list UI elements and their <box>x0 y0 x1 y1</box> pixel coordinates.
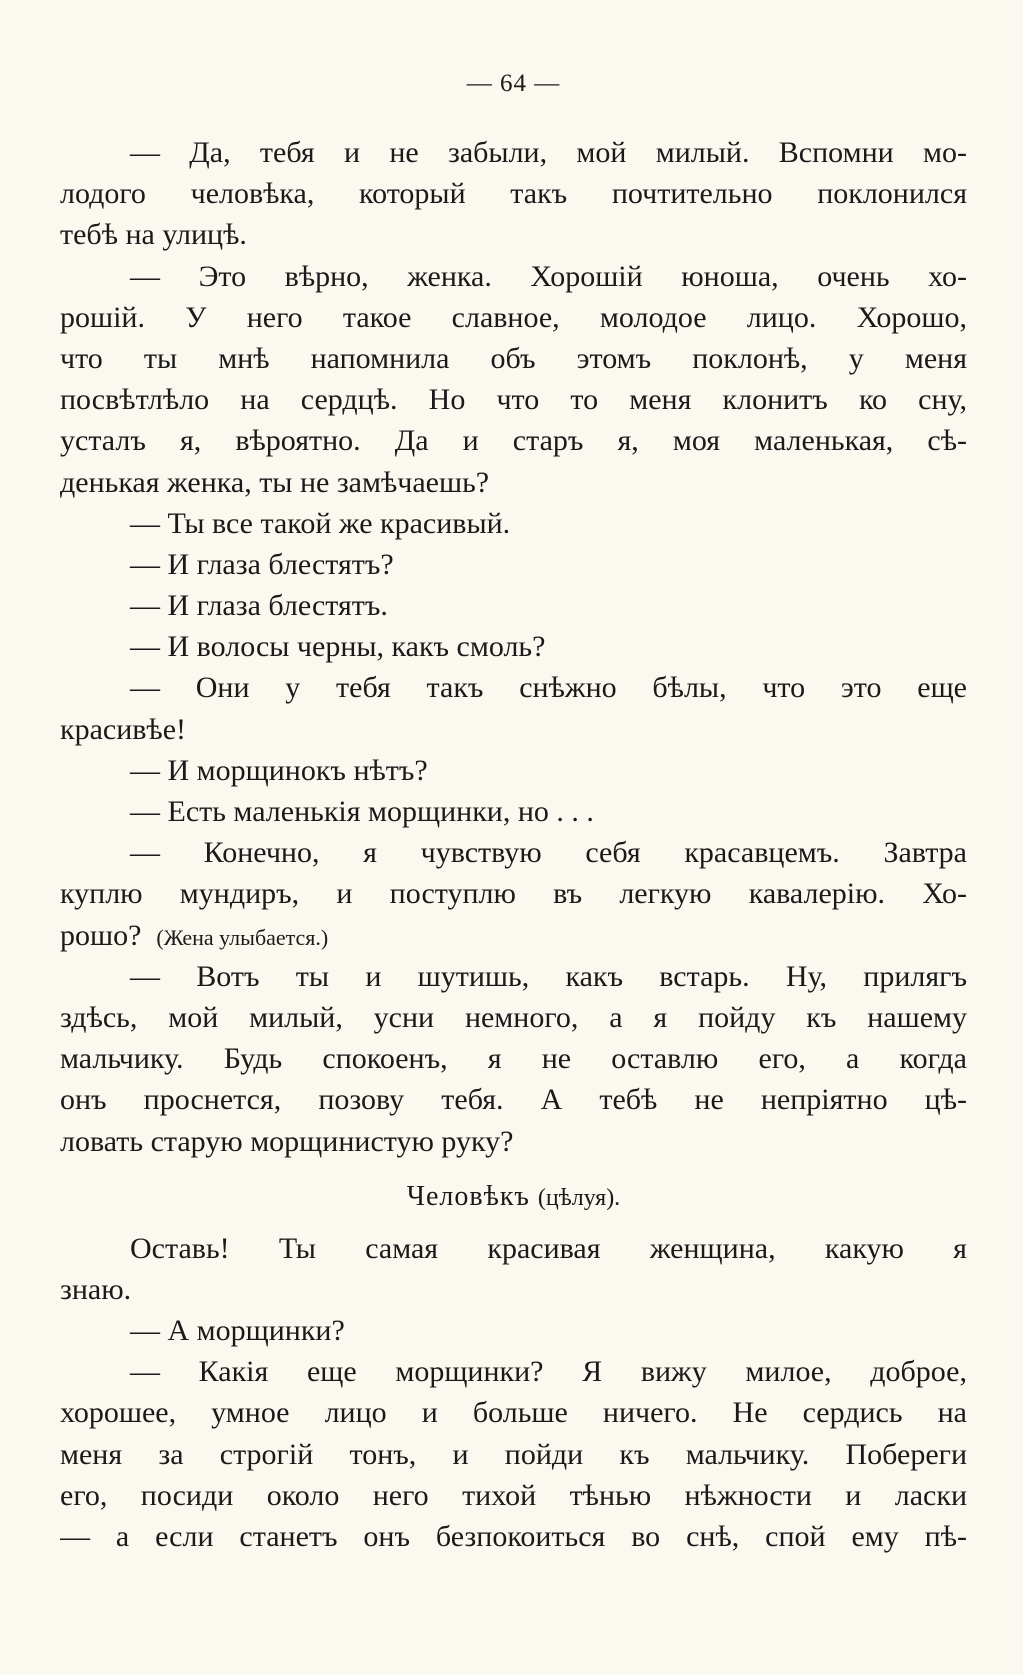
text-line: онъ проснется, позову тебя. А тебѣ не непріятно цѣ- <box>60 1083 967 1117</box>
text-line: хорошее, умное лицо и больше ничего. Не сердись на <box>60 1396 967 1430</box>
text-line: — Да, тебя и не забыли, мой милый. Вспомни мо- <box>130 136 967 169</box>
text-line: куплю мундиръ, и поступлю въ легкую кавалерію. Хо- <box>60 877 967 911</box>
text-line: — И волосы черны, какъ смоль? <box>130 630 546 664</box>
text-line: тебѣ на улицѣ. <box>60 218 247 252</box>
text-line: здѣсь, мой милый, усни немного, а я пойду къ нашему <box>60 1000 967 1034</box>
text-line <box>60 915 967 956</box>
text-line: ловать старую морщинистую руку? <box>60 1124 514 1158</box>
text-line: — И глаза блестятъ? <box>130 547 394 581</box>
text-line: — Есть маленькія морщинки, но . . . <box>130 795 594 828</box>
page-number: — 64 — <box>466 70 561 97</box>
text-line: красивѣе! <box>60 712 187 746</box>
text-line: — А морщинки? <box>130 1314 345 1348</box>
text-line: — Вотъ ты и шутишь, какъ встарь. Ну, прилягъ <box>130 959 967 993</box>
text-line: — а если станетъ онъ безпокоиться во снѣ, спой ему пѣ- <box>60 1520 967 1553</box>
text-line: — Ты все такой же красивый. <box>130 506 511 540</box>
text-line: усталъ я, вѣроятно. Да и старъ я, моя маленькая, сѣ- <box>60 424 967 458</box>
text-line: — Они у тебя такъ снѣжно бѣлы, что это еще <box>130 671 967 705</box>
text-line: меня за строгій тонъ, и пойди къ мальчику. Побереги <box>60 1437 967 1471</box>
text-line: мальчику. Будь спокоенъ, я не оставлю его, а когда <box>60 1042 967 1076</box>
text-line: — И глаза блестятъ. <box>130 589 388 623</box>
speaker-heading <box>60 1162 967 1228</box>
text-line: — Конечно, я чувствую себя красавцемъ. Завтра <box>130 836 967 870</box>
text-line: знаю. <box>60 1272 132 1306</box>
text-line: лодого человѣка, который такъ почтительно поклонился <box>60 177 967 211</box>
text-span: рошо? <box>60 918 142 952</box>
text-line: — Какія еще морщинки? Я вижу милое, доброе, <box>130 1355 967 1389</box>
speaker-name: Человѣкъ <box>406 1180 530 1212</box>
text-line: что ты мнѣ напомнила объ этомъ поклонѣ, у меня <box>60 341 967 375</box>
text-line: — Это вѣрно, женка. Хорошій юноша, очень хо- <box>130 259 967 293</box>
text-line: — И морщинокъ нѣтъ? <box>130 753 428 787</box>
stage-direction: (Жена улыбается.) <box>156 924 329 950</box>
text-line: посвѣтлѣло на сердцѣ. Но что то меня клонитъ ко сну, <box>60 383 967 417</box>
text-line: рошій. У него такое славное, молодое лицо. Хорошо, <box>60 300 967 334</box>
text-line: Оставь! Ты самая красивая женщина, какую я <box>130 1231 967 1265</box>
text-line: его, посиди около него тихой тѣнью нѣжности и ласки <box>60 1478 967 1512</box>
text-line: денькая женка, ты не замѣчаешь? <box>60 465 490 499</box>
speaker-direction: (цѣлуя). <box>537 1184 621 1211</box>
